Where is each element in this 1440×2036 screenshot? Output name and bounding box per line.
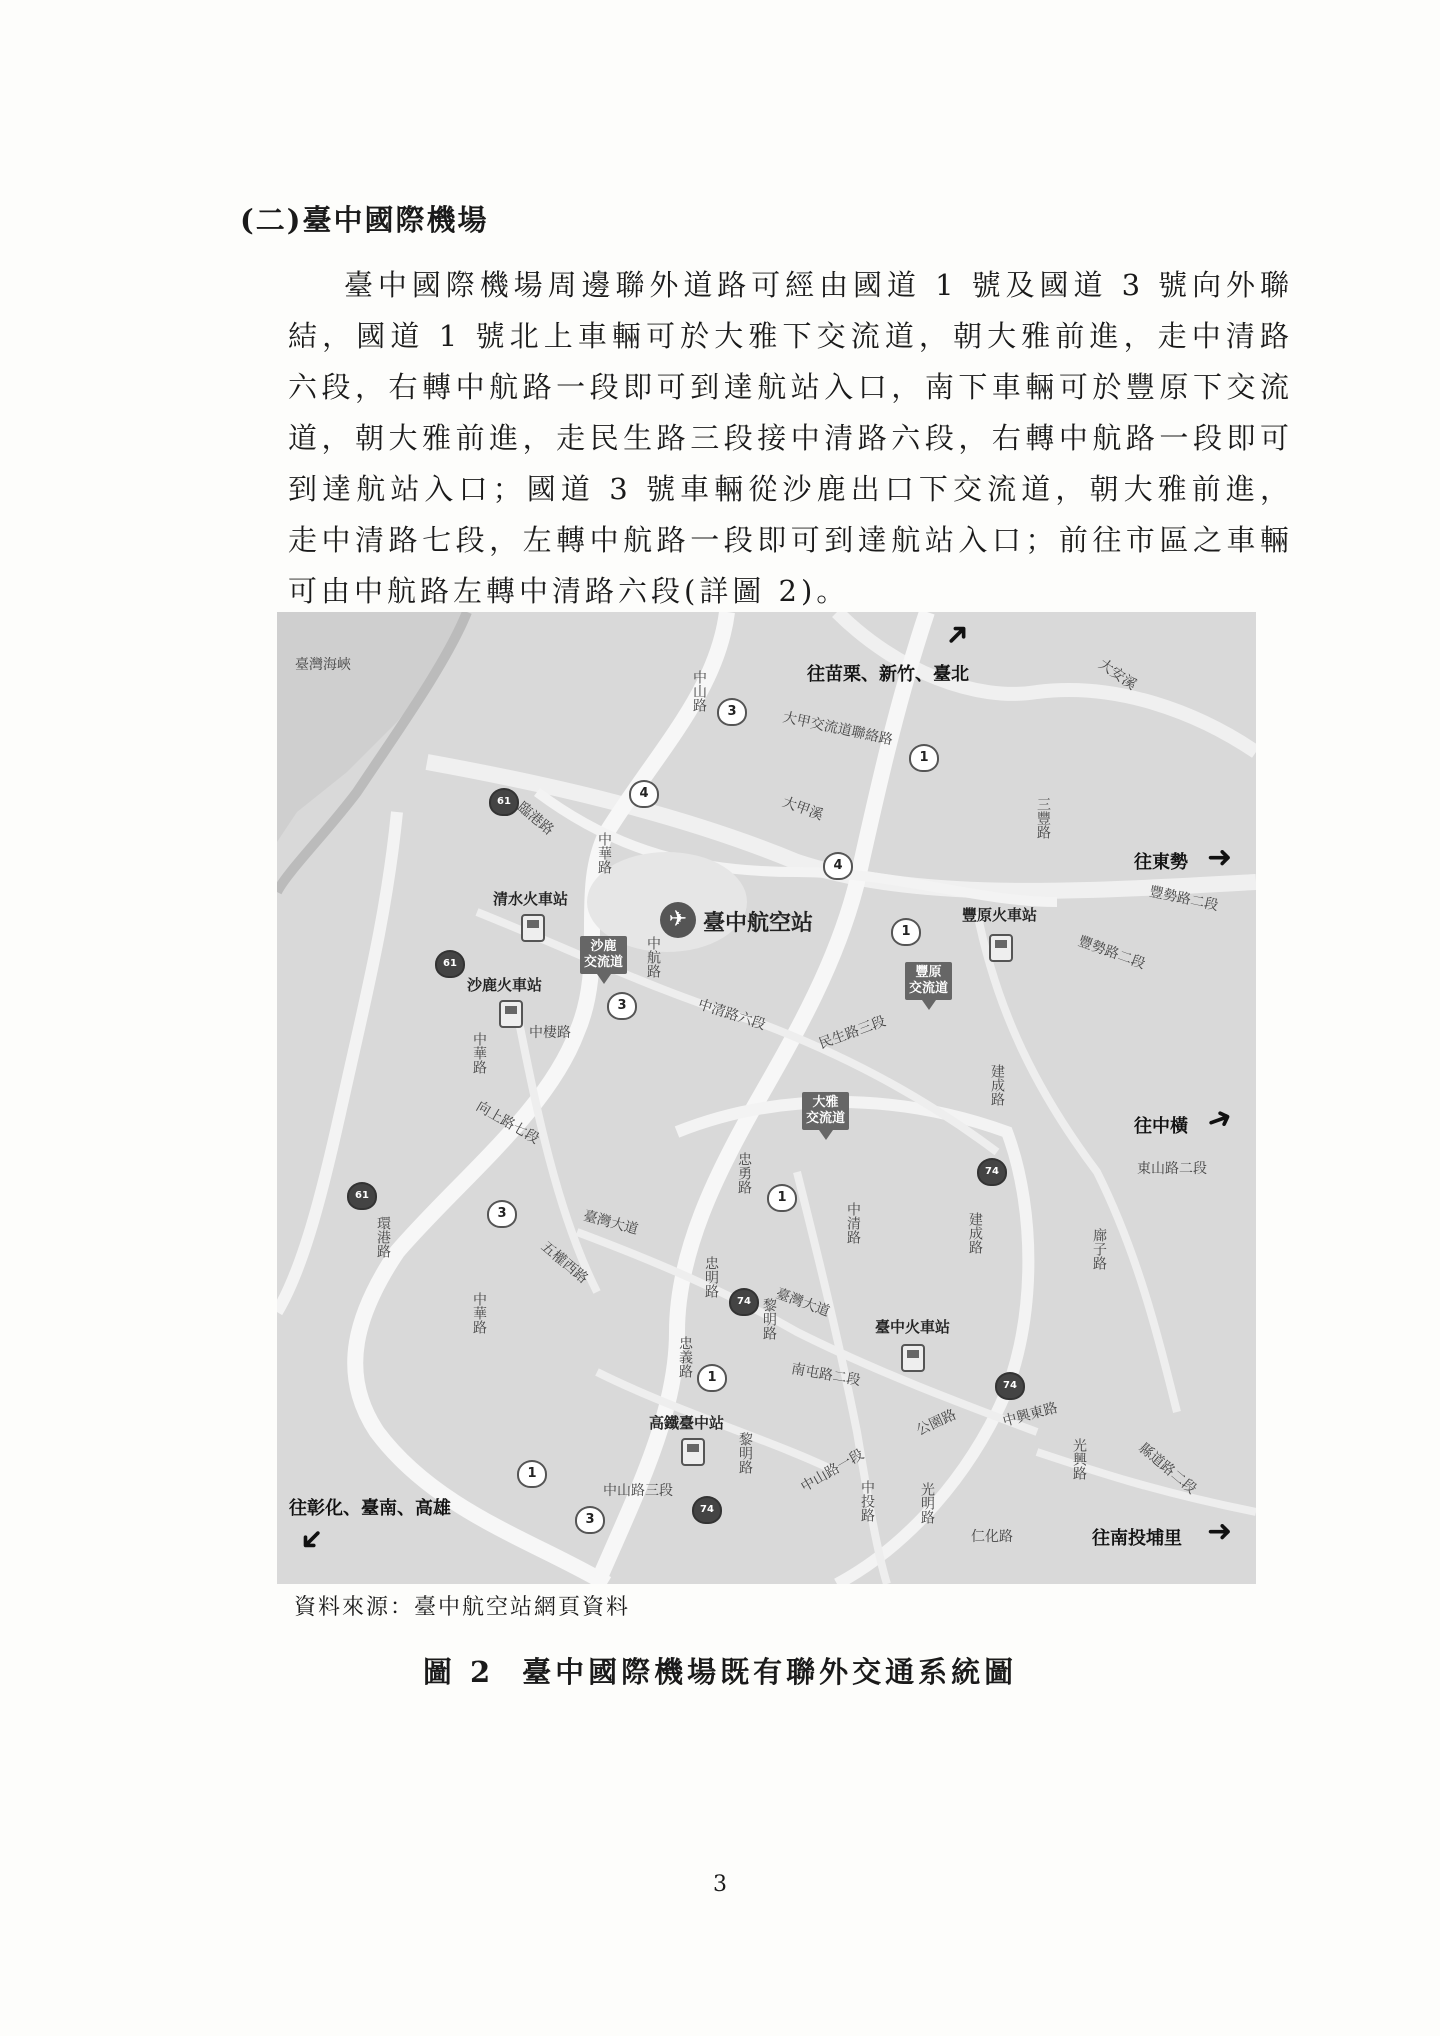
road-label: 建成路 [967,1212,983,1254]
road-label: 廍子路 [1091,1228,1107,1270]
interchange-shalu: 沙鹿 交流道 [580,936,627,974]
route-74-shield: 74 [977,1158,1007,1186]
road-label: 中清路 [845,1202,861,1244]
road-label: 三豐路 [1035,797,1051,839]
route-74-shield: 74 [995,1372,1025,1400]
train-station-icon [989,934,1013,962]
road-label: 南屯路二段 [789,1361,862,1389]
road-label: 臨港路 [514,799,557,839]
road-label: 中山路 [691,670,707,712]
road-label: 仁化路 [971,1529,1013,1545]
interchange-daya: 大雅 交流道 [802,1092,849,1130]
direction-southwest-label: 往彰化、臺南、高雄 [289,1498,451,1519]
route-3-shield: 3 [607,992,637,1020]
train-station-icon [499,1000,523,1028]
road-label: 中興東路 [1001,1399,1060,1430]
road-label: 中航路 [645,936,661,978]
road-label: 忠明路 [703,1256,719,1298]
route-61-shield: 61 [347,1182,377,1210]
direction-central-label: 往中橫 [1134,1116,1188,1137]
route-1-shield: 1 [891,918,921,946]
road-label: 縣道路二段 [1135,1440,1200,1498]
road-label: 光興路 [1071,1438,1087,1480]
train-station-icon [681,1438,705,1466]
arrow-southwest-icon: ➜ [290,1518,333,1561]
arrow-north-icon: ➜ [936,613,979,656]
route-61-shield: 61 [489,788,519,816]
traffic-map [277,612,1256,1584]
page-number: 3 [713,1872,727,1897]
road-label: 大甲溪 [780,794,826,824]
direction-north-label: 往苗栗、新竹、臺北 [807,664,969,685]
train-station-icon [901,1344,925,1372]
route-3-shield: 3 [717,698,747,726]
road-label: 臺灣大道 [773,1285,832,1321]
road-label: 豐勢路二段 [1076,933,1148,973]
road-label: 中華路 [471,1032,487,1074]
sea-label: 臺灣海峽 [295,657,351,673]
arrow-southeast-icon: ➜ [1207,1514,1233,1549]
road-label: 豐勢路二段 [1147,883,1220,915]
figure-number: 圖 2 [422,1655,495,1689]
route-4-shield: 4 [629,780,659,808]
road-label: 東山路二段 [1137,1161,1207,1177]
road-label: 黎明路 [737,1432,753,1474]
road-label: 環港路 [375,1216,391,1258]
direction-southeast-label: 往南投埔里 [1092,1528,1182,1549]
road-label: 中清路六段 [695,996,768,1034]
road-label: 中山路三段 [603,1483,673,1499]
section-heading: (二)臺中國際機場 [240,203,489,237]
route-1-shield: 1 [697,1364,727,1392]
road-label: 光明路 [919,1482,935,1524]
route-74-shield: 74 [692,1496,722,1524]
road-label: 黎明路 [761,1298,777,1340]
road-label: 大甲交流道聯絡路 [781,709,895,749]
direction-east-label: 往東勢 [1134,852,1188,873]
figure-caption [0,1650,1440,1691]
train-station-icon [521,914,545,942]
road-label: 中棲路 [529,1025,571,1041]
interchange-fengyuan: 豐原 交流道 [905,962,952,1000]
route-61-shield: 61 [435,950,465,978]
figure-title: 臺中國際機場既有聯外交通系統圖 [522,1655,1018,1689]
road-label: 民生路三段 [816,1013,888,1053]
station-label-taichung: 臺中火車站 [875,1318,951,1336]
station-label-shalu: 沙鹿火車站 [467,976,543,994]
route-1-shield: 1 [767,1184,797,1212]
route-4-shield: 4 [823,852,853,880]
route-1-shield: 1 [517,1460,547,1488]
road-label: 建成路 [989,1064,1005,1106]
road-label: 中華路 [471,1292,487,1334]
road-label: 臺灣大道 [581,1207,640,1238]
road-label: 中投路 [859,1480,875,1522]
body-paragraph: 臺中國際機場周邊聯外道路可經由國道 1 號及國道 3 號向外聯結，國道 1 號北上車輛可於大雅下交流道，朝大雅前進，走中清路六段，右轉中航路一段即可到達航站入口，南下車輛可於豐原下交流道，朝大雅前進，走民生路三段接中清路六段，右轉中航路一段即可到達航站入口；國道 3 號車輛從沙鹿出口下交流道，朝大雅前進，走中清路七段，左轉中航路一段即可到達航站入口；前往市區之車輛可由中航路左轉中清路六段(詳圖 2)。 [288,268,1293,608]
airport-icon: ✈ [660,902,696,938]
station-label-qingshui: 清水火車站 [493,890,569,908]
figure-source: 資料來源：臺中航空站網頁資料 [294,1595,631,1620]
road-label: 忠勇路 [736,1152,752,1194]
road-label: 大安溪 [1095,656,1140,694]
road-label: 中山路一段 [798,1446,867,1496]
route-1-shield: 1 [909,744,939,772]
arrow-central-icon: ➜ [1201,1098,1238,1141]
station-label-hsr: 高鐵臺中站 [649,1414,725,1432]
route-3-shield: 3 [487,1200,517,1228]
route-74-shield: 74 [729,1288,759,1316]
route-3-shield: 3 [575,1506,605,1534]
arrow-east-icon: ➜ [1207,840,1233,875]
road-label: 忠義路 [677,1336,693,1378]
road-label: 五權西路 [537,1238,591,1287]
map-roads-graphic [277,612,1256,1584]
airport-label: 臺中航空站 [703,911,814,936]
road-label: 公園路 [914,1406,959,1440]
road-label: 向上路七段 [473,1098,542,1148]
road-label: 中華路 [596,832,612,874]
station-label-fengyuan: 豐原火車站 [962,906,1038,924]
